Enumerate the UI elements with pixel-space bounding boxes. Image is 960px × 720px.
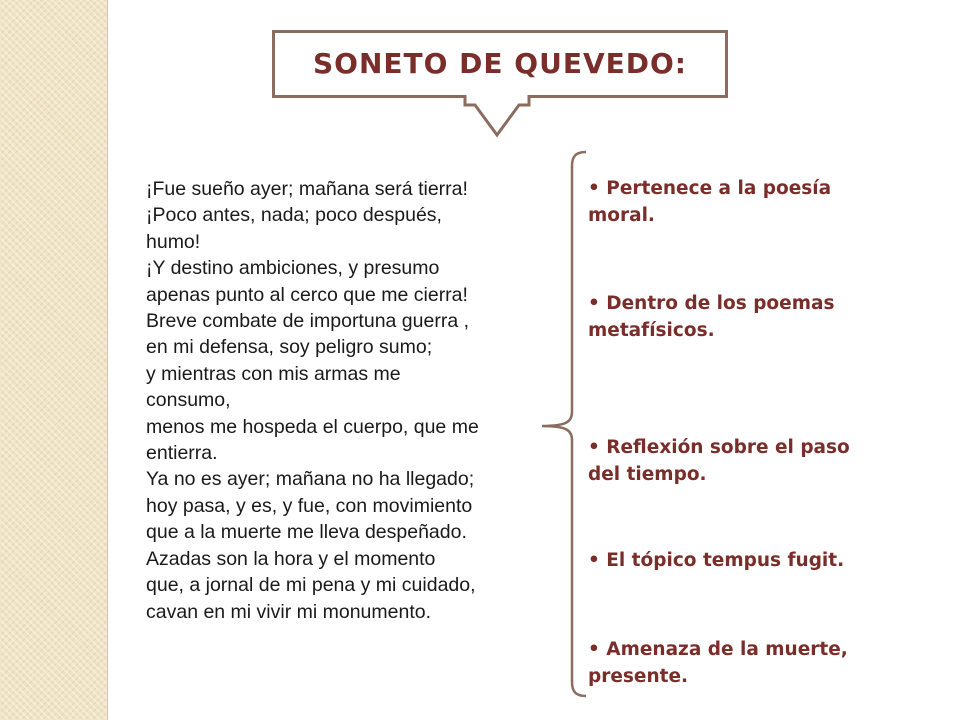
page-title: SONETO DE QUEVEDO: [312, 47, 687, 80]
poem-line: entierra. [146, 442, 218, 465]
poem-line: cavan en mi vivir mi monumento. [146, 600, 432, 623]
poem-line: Ya no es ayer; mañana no ha llegado; [146, 468, 475, 491]
poem-line: consumo, [146, 389, 231, 412]
poem-line: ¡Y destino ambiciones, y presumo [146, 257, 440, 280]
analysis-point-death: • Amenaza de la muerte, presente. [588, 639, 848, 687]
poem-line: menos me hospeda el cuerpo, que me [146, 415, 479, 438]
poem-line: hoy pasa, y es, y fue, con movimiento [146, 494, 473, 517]
analysis-point-tempus-fugit: • El tópico tempus fugit. [588, 550, 845, 571]
down-arrow-icon [462, 95, 532, 139]
poem-line: que, a jornal de mi pena y mi cuidado, [146, 574, 476, 597]
analysis-point-time: • Reflexión sobre el paso del tiempo. [588, 437, 850, 485]
left-brace [540, 150, 590, 700]
poem-line: ¡Poco antes, nada; poco después, [146, 204, 442, 227]
poem-line: Azadas son la hora y el momento [146, 547, 436, 570]
poem-line: y mientras con mis armas me [146, 362, 401, 385]
poem-line: en mi defensa, soy peligro sumo; [146, 336, 433, 359]
poem-line: que a la muerte me lleva despeñado. [146, 521, 467, 544]
analysis-point-metaphysical: • Dentro de los poemas metafísicos. [588, 293, 835, 341]
analysis-point-moral: • Pertenece a la poesía moral. [588, 178, 832, 226]
decorative-side-strip [0, 0, 108, 720]
poem-line: ¡Fue sueño ayer; mañana será tierra! [146, 178, 468, 200]
sonnet-text [146, 176, 526, 625]
poem-line: humo! [146, 230, 201, 253]
poem-line: apenas punto al cerco que me cierra! [146, 283, 468, 306]
poem-line: Breve combate de importuna guerra , [146, 310, 470, 333]
title-callout-box [272, 30, 728, 98]
